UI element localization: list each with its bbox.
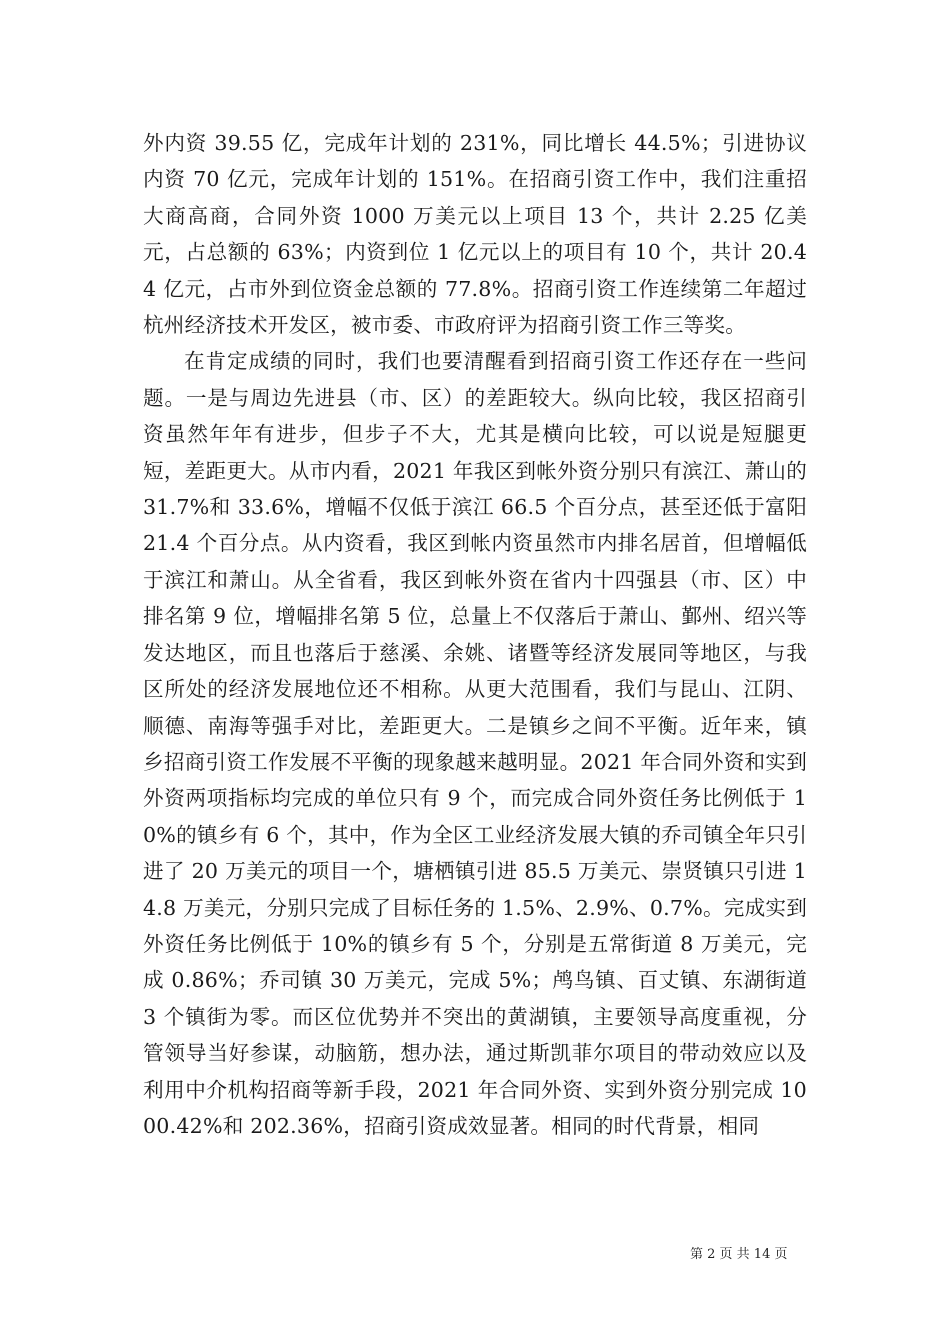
document-body — [143, 125, 807, 1144]
paragraph-2: 在肯定成绩的同时，我们也要清醒看到招商引资工作还存在一些问题。一是与周边先进县（市、区）的差距较大。纵向比较，我区招商引资虽然年年有进步，但步子不大，尤其是横向比较，可以说是短腿更短，差距更大。从市内看，2021 年我区到帐外资分别只有滨江、萧山的 31.7%和 33.6%，增幅不仅低于滨江 66.5 个百分点，甚至还低于富阳 21.4 个百分点。从内资看，我区到帐内资虽然市内排名居首，但增幅低于滨江和萧山。从全省看，我区到帐外资在省内十四强县（市、区）中排名第 9 位，增幅排名第 5 位，总量上不仅落后于萧山、鄞州、绍兴等发达地区，而且也落后于慈溪、余姚、诸暨等经济发展同等地区，与我区所处的经济发展地位还不相称。从更大范围看，我们与昆山、江阴、顺德、南海等强手对比，差距更大。二是镇乡之间不平衡。近年来，镇乡招商引资工作发展不平衡的现象越来越明显。2021 年合同外资和实到外资两项指标均完成的单位只有 9 个，而完成合同外资任务比例低于 10%的镇乡有 6 个，其中，作为全区工业经济发展大镇的乔司镇全年只引进了 20 万美元的项目一个，塘栖镇引进 85.5 万美元、崇贤镇只引进 14.8 万美元，分别只完成了目标任务的 1.5%、2.9%、0.7%。完成实到外资任务比例低于 10%的镇乡有 5 个，分别是五常街道 8 万美元，完成 0.86%；乔司镇 30 万美元，完成 5%；鸬鸟镇、百丈镇、东湖街道 3 个镇街为零。而区位优势并不突出的黄湖镇，主要领导高度重视，分管领导当好参谋，动脑筋，想办法，通过斯凯菲尔项目的带动效应以及利用中介机构招商等新手段，2021 年合同外资、实到外资分别完成 1000.42%和 202.36%，招商引资成效显著。相同的时代背景，相同 — [143, 349, 807, 1138]
page-number-footer: 第 2 页 共 14 页 — [690, 1247, 788, 1262]
paragraph-1: 外内资 39.55 亿，完成年计划的 231%，同比增长 44.5%；引进协议内资 70 亿元，完成年计划的 151%。在招商引资工作中，我们注重招大商高商，合同外资 1000 万美元以上项目 13 个，共计 2.25 亿美元，占总额的 63%；内资到位 1 亿元以上的项目有 10 个，共计 20.44 亿元，占市外到位资金总额的 77.8%。招商引资工作连续第二年超过杭州经济技术开发区，被市委、市政府评为招商引资工作三等奖。 — [143, 131, 807, 338]
